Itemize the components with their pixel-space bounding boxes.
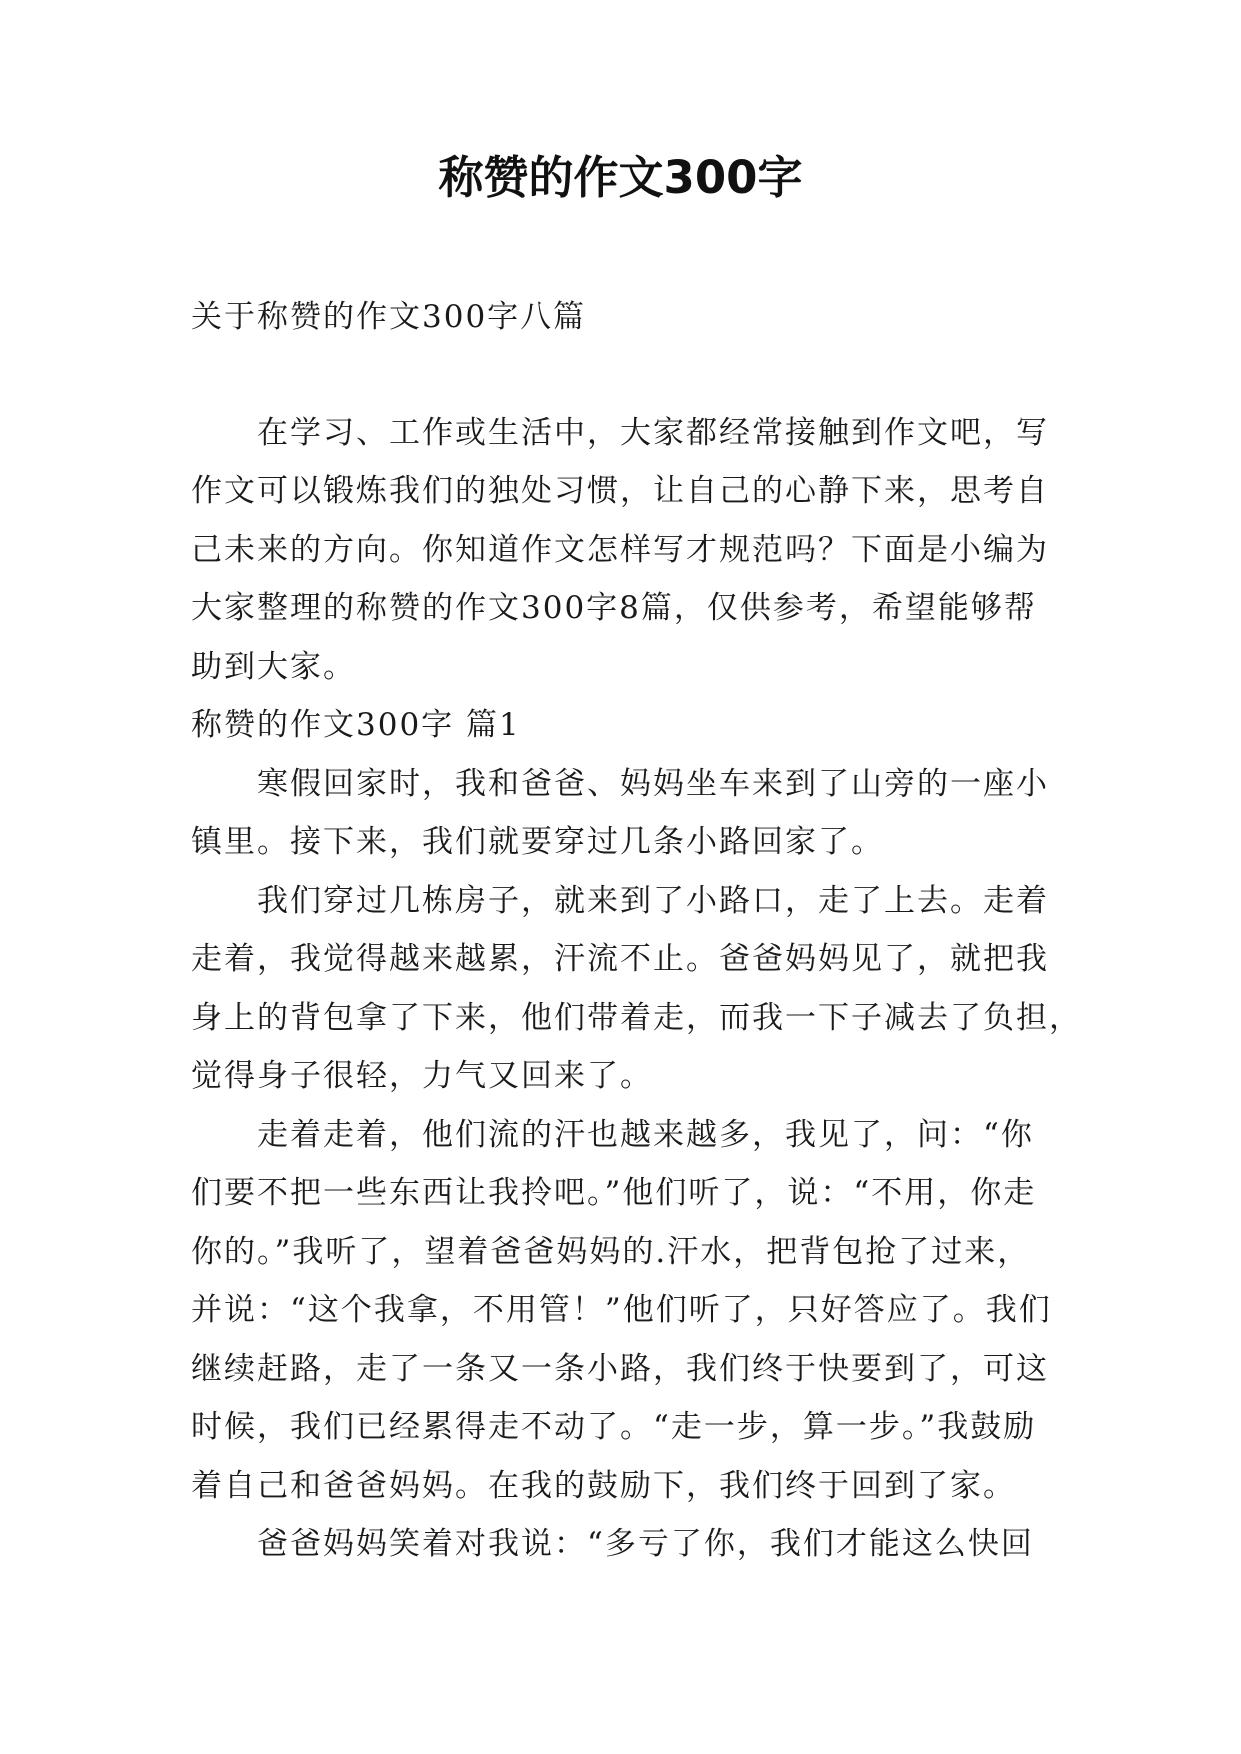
- paragraph: [191, 755, 1053, 872]
- paragraph-line: 你的。”我听了，望着爸爸妈妈的.汗水，把背包抢了过来，: [191, 1233, 1031, 1270]
- paragraph-line: 我们穿过几栋房子，就来到了小路口，走了上去。走着: [257, 882, 1049, 919]
- paragraph-line: 时候，我们已经累得走不动了。“走一步，算一步。”我鼓励: [191, 1409, 1037, 1445]
- paragraph-line: 身上的背包拿了下来，他们带着走，而我一下子减去了负担，: [191, 999, 1082, 1036]
- paragraph-line: 着自己和爸爸妈妈。在我的鼓励下，我们终于回到了家。: [191, 1467, 1016, 1504]
- paragraph-line: 觉得身子很轻，力气又回来了。: [191, 1058, 653, 1094]
- paragraph-line: 并说：“这个我拿，不用管！”他们听了，只好答应了。我们: [191, 1292, 1052, 1328]
- document-subtitle: 关于称赞的作文300字八篇: [191, 299, 587, 335]
- paragraph-line: 作文可以锻炼我们的独处习惯，让自己的心静下来，思考自: [191, 473, 1049, 509]
- paragraph-line: 大家整理的称赞的作文300字8篇，仅供参考，希望能够帮: [191, 590, 1037, 626]
- paragraph-line: 爸爸妈妈笑着对我说：“多亏了你，我们才能这么快回: [257, 1526, 1034, 1562]
- paragraph-line: 寒假回家时，我和爸爸、妈妈坐车来到了山旁的一座小: [257, 765, 1049, 802]
- document-body: [191, 288, 1082, 1574]
- paragraph-line: 走着，我觉得越来越累，汗流不止。爸爸妈妈见了，就把我: [191, 941, 1049, 977]
- paragraph-line: 继续赶路，走了一条又一条小路，我们终于快要到了，可这: [191, 1350, 1049, 1387]
- paragraph: [191, 1106, 1053, 1516]
- page-title: 称赞的作文300字: [438, 151, 803, 204]
- paragraph: [191, 1515, 1053, 1574]
- paragraph-line: 己未来的方向。你知道作文怎样写才规范吗？下面是小编为: [191, 531, 1049, 568]
- section-heading: 称赞的作文300字 篇1: [191, 707, 521, 743]
- paragraph-line: 走着走着，他们流的汗也越来越多，我见了，问：“你: [257, 1116, 1034, 1153]
- intro-paragraph: [191, 404, 1053, 697]
- paragraph-line: 们要不把一些东西让我拎吧。”他们听了，说：“不用，你走: [191, 1175, 1037, 1211]
- paragraph-line: 在学习、工作或生活中，大家都经常接触到作文吧，写: [257, 414, 1049, 451]
- paragraph-line: 镇里。接下来，我们就要穿过几条小路回家了。: [191, 824, 884, 860]
- paragraph-line: 助到大家。: [191, 648, 356, 685]
- paragraph: [191, 872, 1082, 1106]
- spacer: [191, 347, 1053, 404]
